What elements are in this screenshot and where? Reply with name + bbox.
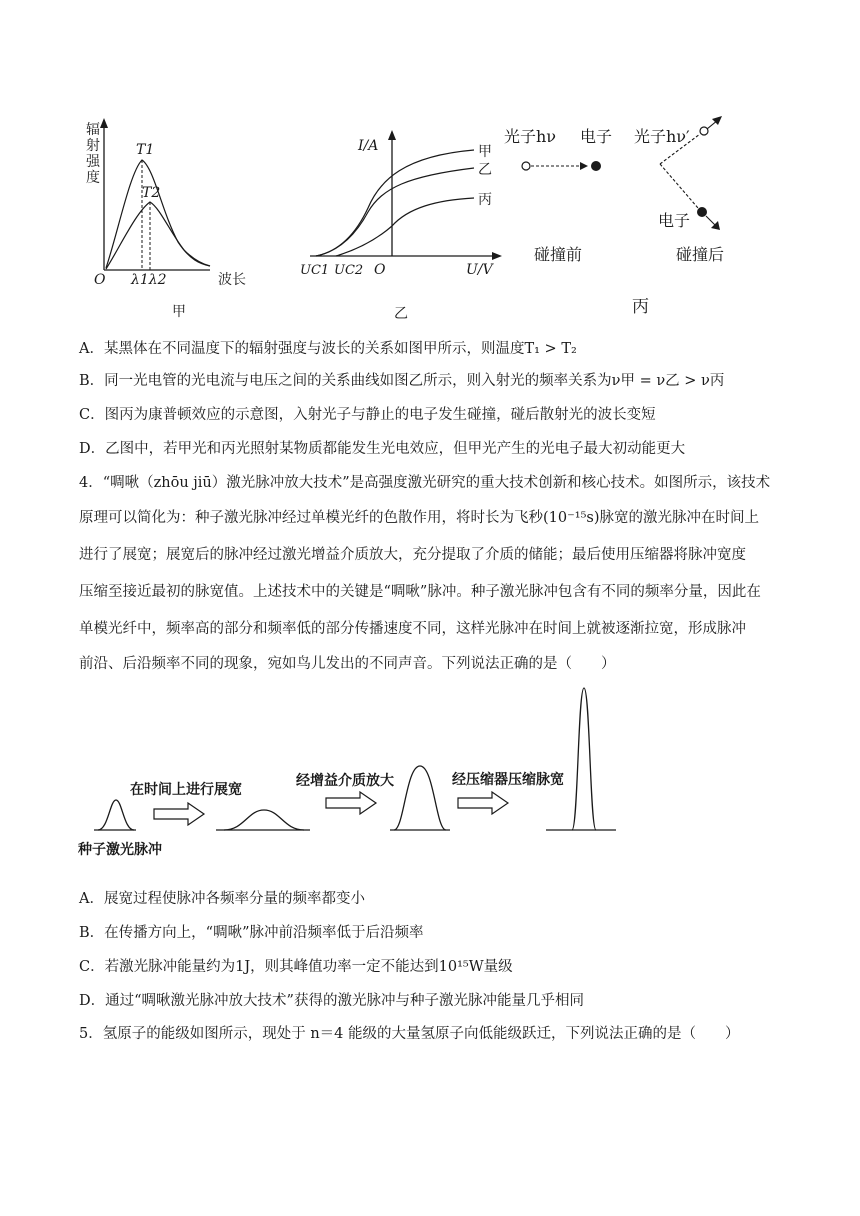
q4-option-a: A．展宽过程使脉冲各频率分量的频率都变小	[79, 891, 365, 907]
curve-t1	[106, 160, 210, 268]
yi-axes	[310, 134, 496, 256]
photon-out-label: 光子hν′	[634, 127, 690, 146]
q4-stem-line-2: 原理可以简化为：种子激光脉冲经过单模光纤的色散作用，将时长为飞秒(10⁻¹⁵s)脉宽的激光脉冲在时间上	[79, 510, 759, 526]
yi-caption: 乙	[394, 306, 408, 322]
electron-after-label: 电子	[658, 211, 691, 230]
q3-option-d: D．乙图中，若甲光和丙光照射某物质都能发生光电效应，但甲光产生的光电子最大初动能更大	[79, 441, 686, 457]
q5-stem: 5．氢原子的能级如图所示，现处于 n＝4 能级的大量氢原子向低能级跃迁，下列说法正确的是（ ）	[79, 1026, 740, 1042]
amplified-pulse	[394, 766, 446, 830]
photon-out-icon	[700, 127, 708, 135]
q3-option-b: B．同一光电管的光电流与电压之间的关系曲线如图乙所示，则入射光的频率关系为ν甲 = ν乙 > ν丙	[79, 373, 725, 389]
jia-y-arrow-icon	[100, 118, 108, 128]
seed-label: 种子激光脉冲	[78, 842, 162, 858]
bing-caption: 丙	[632, 297, 649, 317]
electron-before-label: 电子	[580, 127, 613, 146]
q3-option-c: C．图丙为康普顿效应的示意图，入射光子与静止的电子发生碰撞，碰后散射光的波长变短	[79, 407, 656, 423]
figure-jia	[78, 112, 288, 322]
stretched-pulse	[224, 810, 304, 830]
uc1-label: UC1	[300, 263, 330, 278]
q4-stem-line-6: 前沿、后沿频率不同的现象，宛如鸟儿发出的不同声音。下列说法正确的是（ ）	[79, 656, 616, 672]
seed-pulse	[98, 800, 134, 830]
figure-chirped-pulse	[76, 682, 628, 862]
photon-in-arrow-icon	[580, 162, 588, 170]
q4-stem-line-4: 压缩至接近最初的脉宽值。上述技术中的关键是“啁啾”脉冲。种子激光脉冲包含有不同的频率分量，因此在	[79, 584, 761, 600]
q4-option-d: D．通过“啁啾激光脉冲放大技术”获得的激光脉冲与种子激光脉冲能量几乎相同	[79, 993, 584, 1009]
arrow-2-icon	[326, 792, 376, 814]
q4-option-b: B．在传播方向上，“啁啾”脉冲前沿频率低于后沿频率	[79, 925, 424, 941]
curve-yi	[316, 168, 474, 256]
step1-label: 在时间上进行展宽	[130, 782, 242, 798]
q4-option-c: C．若激光脉冲能量约为1J，则其峰值功率一定不能达到10¹⁵W量级	[79, 959, 513, 975]
jia-lambda-ticks: λ1λ2	[131, 272, 167, 288]
svg-text:射: 射	[86, 138, 100, 154]
label-t1: T1	[136, 142, 155, 158]
q3-option-a: A．某黑体在不同温度下的辐射强度与波长的关系如图甲所示，则温度T₁ > T₂	[79, 341, 577, 357]
q4-stem-line-1: 4．“啁啾（zhōu jiū）激光脉冲放大技术”是高强度激光研究的重大技术创新和核心技术。如图所示，该技术	[79, 475, 771, 491]
curve-label-bing: 丙	[478, 192, 492, 208]
photon-in-icon	[522, 162, 530, 170]
arrow-1-icon	[154, 803, 204, 825]
photon-in-label: 光子hν	[504, 127, 557, 146]
curve-label-yi: 乙	[478, 162, 492, 178]
electron-out-path	[660, 164, 698, 208]
compressed-pulse	[572, 688, 596, 830]
q4-stem-line-3: 进行了展宽；展宽后的脉冲经过激光增益介质放大，充分提取了介质的储能；最后使用压缩器将脉冲宽度	[79, 547, 746, 563]
figure-yi	[296, 128, 508, 328]
figure-bing	[500, 112, 770, 322]
q4-stem-line-5: 单模光纤中，频率高的部分和频率低的部分传播速度不同，这样光脉冲在时间上就被逐渐拉宽，形成脉冲	[79, 621, 746, 637]
yi-xlabel: U/V	[466, 262, 493, 278]
yi-origin: O	[374, 262, 386, 278]
svg-text:度: 度	[86, 170, 100, 186]
step3-label: 经压缩器压缩脉宽	[452, 772, 564, 788]
curve-label-jia: 甲	[478, 144, 492, 160]
svg-text:强: 强	[86, 154, 100, 170]
jia-caption: 甲	[172, 304, 186, 320]
jia-ylabel	[86, 122, 101, 186]
electron-before-icon	[591, 161, 601, 171]
yi-ylabel: I/A	[358, 138, 379, 154]
curve-jia	[316, 150, 474, 256]
jia-origin: O	[94, 272, 106, 288]
label-t2: T2	[142, 185, 161, 201]
step2-label: 经增益介质放大	[296, 773, 394, 789]
before-label: 碰撞前	[534, 245, 583, 264]
jia-xlabel: 波长	[218, 272, 246, 288]
after-label: 碰撞后	[676, 245, 725, 264]
arrow-3-icon	[458, 792, 508, 814]
uc2-label: UC2	[334, 263, 364, 278]
svg-text:辐: 辐	[86, 122, 100, 138]
yi-y-arrow-icon	[388, 130, 396, 140]
electron-after-icon	[697, 207, 707, 217]
